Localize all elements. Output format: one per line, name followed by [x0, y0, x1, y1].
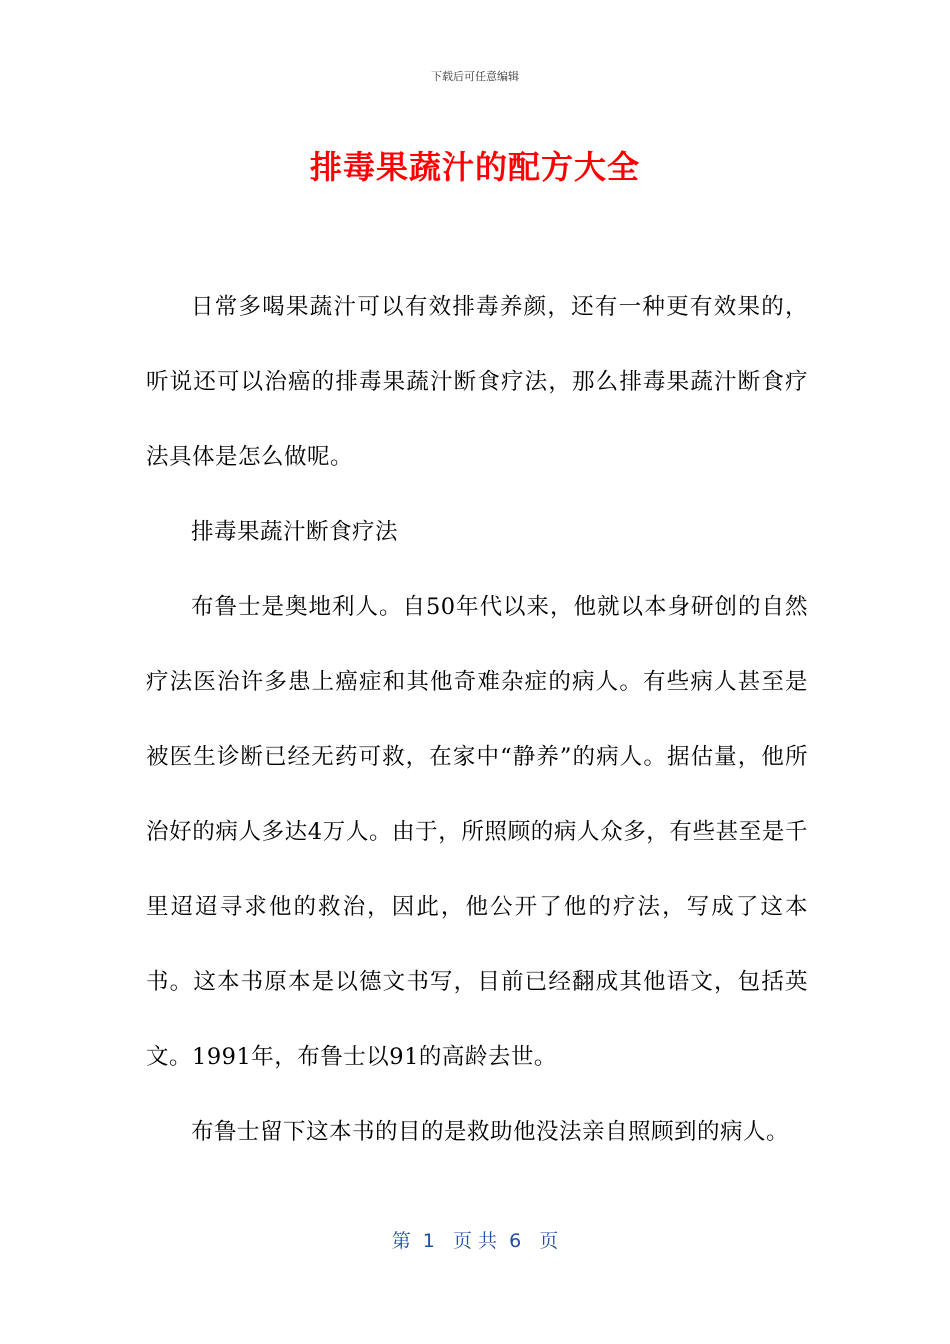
paragraph-book-purpose: 布鲁士留下这本书的目的是救助他没法亲自照顾到的病人。	[191, 1119, 790, 1145]
paragraph-subheading: 排毒果蔬汁断食疗法	[191, 519, 399, 545]
document-title: 排毒果蔬汁的配方大全	[309, 148, 640, 186]
document-body	[146, 270, 808, 1170]
paragraph-bruce-history: 布鲁士是奥地利人。自50年代以来，他就以本身研创的自然疗法医治许多患上癌症和其他奇难杂症的病人。有些病人甚至是被医生诊断已经无药可救，在家中“静养”的病人。据估量，他所治好的病人多达4万人。由于，所照顾的病人众多，有些甚至是千里迢迢寻求他的救治，因此，他公开了他的疗法，写成了这本书。这本书原本是以德文书写，目前已经翻成其他语文，包括英文。1991年，布鲁士以91的高龄去世。	[146, 594, 808, 1070]
page-number-footer: 第 1 页 共 6 页	[391, 1230, 559, 1252]
header-note: 下载后可任意编辑	[431, 70, 519, 83]
paragraph-intro: 日常多喝果蔬汁可以有效排毒养颜，还有一种更有效果的，听说还可以治癌的排毒果蔬汁断食疗法，那么排毒果蔬汁断食疗法具体是怎么做呢。	[146, 294, 808, 470]
